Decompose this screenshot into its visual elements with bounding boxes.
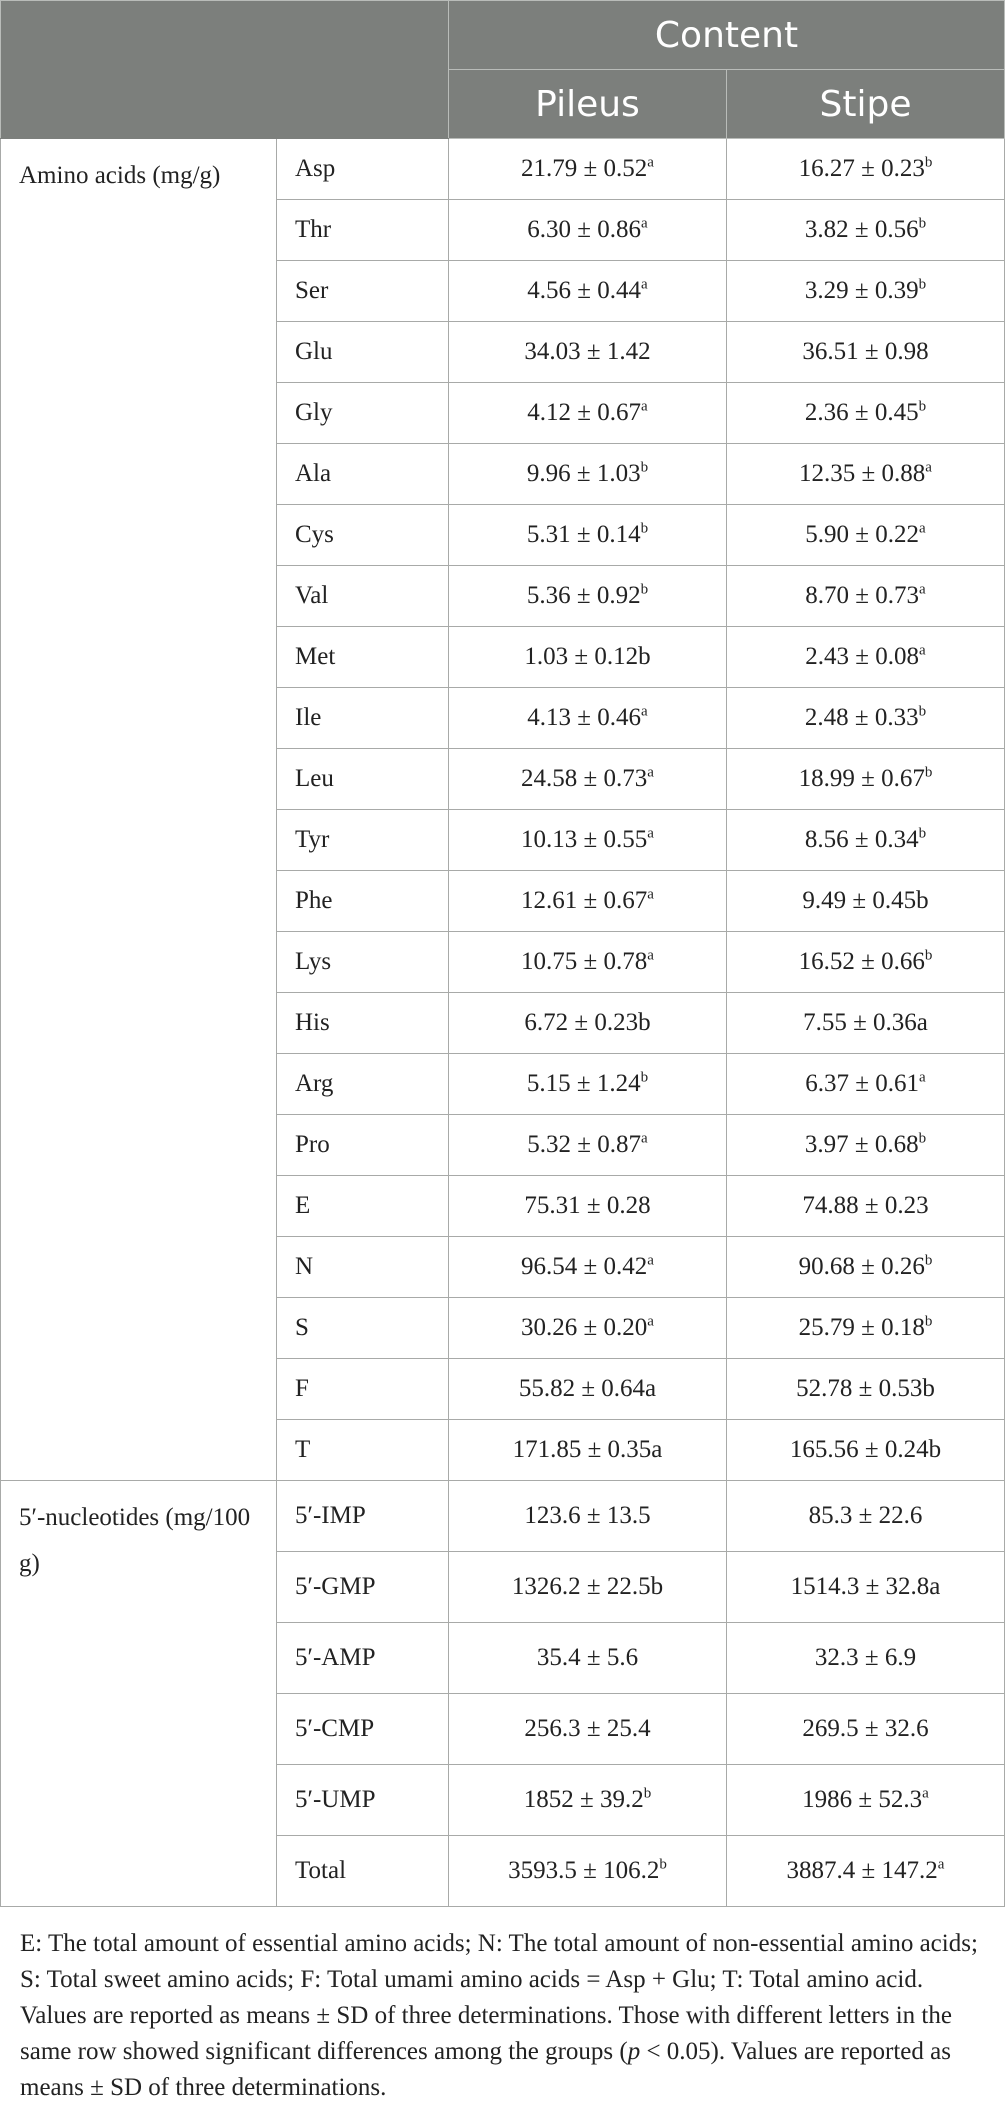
stipe-value: 9.49 ± 0.45b <box>802 887 929 914</box>
pileus-value-cell <box>449 1176 727 1237</box>
stipe-value-cell <box>727 1054 1005 1115</box>
footnote-text-2: < 0.05). Values are reported as means ± SD of three determinations. <box>20 2038 951 2101</box>
table-footnote <box>20 1926 995 2106</box>
pileus-significance-letter: b <box>640 520 649 537</box>
stipe-value-cell <box>727 566 1005 627</box>
row-label: E <box>277 1176 449 1237</box>
stipe-value: 85.3 ± 22.6 <box>808 1502 923 1529</box>
stipe-value: 3.29 ± 0.39 <box>804 277 919 304</box>
row-label: Val <box>277 566 449 627</box>
group-label: Amino acids (mg/g) <box>1 139 277 1481</box>
row-label: Gly <box>277 383 449 444</box>
pileus-value-cell <box>449 1836 727 1907</box>
pileus-value-cell <box>449 1359 727 1420</box>
stipe-significance-letter: b <box>918 398 927 415</box>
pileus-value: 5.36 ± 0.92 <box>526 582 641 609</box>
pileus-value-cell <box>449 505 727 566</box>
stipe-value-cell <box>727 688 1005 749</box>
pileus-value: 6.72 ± 0.23b <box>524 1009 651 1036</box>
row-label: Ala <box>277 444 449 505</box>
row-label: S <box>277 1298 449 1359</box>
pileus-value: 30.26 ± 0.20 <box>521 1314 648 1341</box>
pileus-value: 256.3 ± 25.4 <box>524 1715 651 1742</box>
row-label: Leu <box>277 749 449 810</box>
header-content: Content <box>449 1 1005 70</box>
stipe-value: 90.68 ± 0.26 <box>798 1253 925 1280</box>
pileus-value-cell <box>449 1623 727 1694</box>
pileus-value-cell <box>449 871 727 932</box>
pileus-value: 1326.2 ± 22.5b <box>511 1573 664 1600</box>
pileus-value: 6.30 ± 0.86 <box>527 216 642 243</box>
stipe-value-cell <box>727 200 1005 261</box>
row-label: Thr <box>277 200 449 261</box>
pileus-value-cell <box>449 749 727 810</box>
row-label: Met <box>277 627 449 688</box>
stipe-value-cell <box>727 1237 1005 1298</box>
pileus-value-cell <box>449 139 727 200</box>
row-label: Total <box>277 1836 449 1907</box>
stipe-significance-letter: b <box>918 703 927 720</box>
stipe-significance-letter: a <box>919 1069 926 1086</box>
stipe-value-cell <box>727 1623 1005 1694</box>
pileus-value: 4.56 ± 0.44 <box>527 277 642 304</box>
table-row <box>1 139 1005 200</box>
pileus-value: 4.12 ± 0.67 <box>527 399 642 426</box>
stipe-value-cell <box>727 871 1005 932</box>
stipe-value-cell <box>727 1115 1005 1176</box>
pileus-value-cell <box>449 261 727 322</box>
stipe-value: 8.56 ± 0.34 <box>804 826 919 853</box>
pileus-significance-letter: a <box>641 1130 648 1147</box>
pileus-significance-letter: a <box>647 886 654 903</box>
pileus-value: 55.82 ± 0.64a <box>518 1375 657 1402</box>
stipe-significance-letter: b <box>924 947 933 964</box>
table-row <box>1 1481 1005 1552</box>
stipe-value: 36.51 ± 0.98 <box>802 338 929 365</box>
pileus-significance-letter: b <box>640 1069 649 1086</box>
pileus-significance-letter: a <box>641 703 648 720</box>
pileus-value-cell <box>449 993 727 1054</box>
stipe-value: 3887.4 ± 147.2 <box>786 1857 938 1884</box>
header-blank-cell <box>1 1 449 139</box>
pileus-value-cell <box>449 383 727 444</box>
row-label: 5′-CMP <box>277 1694 449 1765</box>
stipe-value-cell <box>727 1481 1005 1552</box>
pileus-value-cell <box>449 810 727 871</box>
pileus-significance-letter: a <box>647 947 654 964</box>
stipe-significance-letter: b <box>918 215 927 232</box>
stipe-value: 12.35 ± 0.88 <box>799 460 926 487</box>
row-label: Glu <box>277 322 449 383</box>
pileus-significance-letter: a <box>647 1252 654 1269</box>
stipe-value-cell <box>727 505 1005 566</box>
stipe-value-cell <box>727 139 1005 200</box>
stipe-significance-letter: a <box>925 459 932 476</box>
pileus-value: 4.13 ± 0.46 <box>527 704 642 731</box>
stipe-value-cell <box>727 1359 1005 1420</box>
stipe-value: 5.90 ± 0.22 <box>805 521 920 548</box>
row-label: F <box>277 1359 449 1420</box>
pileus-significance-letter: a <box>641 215 648 232</box>
row-label: Cys <box>277 505 449 566</box>
row-label: N <box>277 1237 449 1298</box>
pileus-significance-letter: a <box>647 1313 654 1330</box>
pileus-value-cell <box>449 1420 727 1481</box>
stipe-value: 16.27 ± 0.23 <box>798 155 925 182</box>
stipe-value: 16.52 ± 0.66 <box>798 948 925 975</box>
pileus-significance-letter: b <box>640 581 649 598</box>
stipe-significance-letter: a <box>922 1785 929 1802</box>
row-label: Phe <box>277 871 449 932</box>
pileus-value: 171.85 ± 0.35a <box>512 1436 663 1463</box>
stipe-value: 269.5 ± 32.6 <box>802 1715 929 1742</box>
pileus-value-cell <box>449 1694 727 1765</box>
header-row-1 <box>1 1 1005 70</box>
pileus-value-cell <box>449 1115 727 1176</box>
row-label: His <box>277 993 449 1054</box>
stipe-significance-letter: b <box>918 825 927 842</box>
pileus-value: 96.54 ± 0.42 <box>521 1253 648 1280</box>
header-pileus: Pileus <box>449 70 727 139</box>
row-label: Arg <box>277 1054 449 1115</box>
pileus-value-cell <box>449 566 727 627</box>
pileus-value: 1.03 ± 0.12b <box>524 643 651 670</box>
pileus-value-cell <box>449 200 727 261</box>
stipe-significance-letter: b <box>924 1252 933 1269</box>
stipe-value: 3.82 ± 0.56 <box>804 216 919 243</box>
pileus-significance-letter: a <box>641 398 648 415</box>
stipe-significance-letter: b <box>918 1130 927 1147</box>
stipe-significance-letter: a <box>919 520 926 537</box>
pileus-value: 75.31 ± 0.28 <box>524 1192 651 1219</box>
stipe-value-cell <box>727 993 1005 1054</box>
stipe-value: 52.78 ± 0.53b <box>796 1375 935 1402</box>
stipe-value-cell <box>727 810 1005 871</box>
pileus-value-cell <box>449 444 727 505</box>
row-label: Asp <box>277 139 449 200</box>
pileus-value: 1852 ± 39.2 <box>523 1786 644 1813</box>
stipe-significance-letter: b <box>918 276 927 293</box>
stipe-value-cell <box>727 1836 1005 1907</box>
stipe-value-cell <box>727 627 1005 688</box>
stipe-value: 8.70 ± 0.73 <box>805 582 920 609</box>
pileus-value-cell <box>449 1298 727 1359</box>
stipe-value: 1514.3 ± 32.8a <box>790 1573 941 1600</box>
pileus-value: 5.31 ± 0.14 <box>526 521 641 548</box>
row-label: Lys <box>277 932 449 993</box>
pileus-value-cell <box>449 1481 727 1552</box>
stipe-value: 165.56 ± 0.24b <box>789 1436 942 1463</box>
stipe-significance-letter: b <box>924 1313 933 1330</box>
row-label: 5′-GMP <box>277 1552 449 1623</box>
stipe-significance-letter: a <box>919 642 926 659</box>
pileus-significance-letter: a <box>647 154 654 171</box>
pileus-value-cell <box>449 688 727 749</box>
footnote-text-1: E: The total amount of essential amino acids; N: The total amount of non-essential amino acids; S: Total sweet amino acids; F: Total umami amino acids = Asp + Glu; T: Total amino acid. Values are reported as means ± SD of three determinations. Those with different letters in the same row showed significant differences among the groups ( <box>20 1930 978 2065</box>
header-stipe: Stipe <box>727 70 1005 139</box>
stipe-value-cell <box>727 444 1005 505</box>
pileus-value-cell <box>449 1552 727 1623</box>
stipe-value-cell <box>727 749 1005 810</box>
stipe-value-cell <box>727 1765 1005 1836</box>
stipe-significance-letter: b <box>924 764 933 781</box>
footnote-p-symbol: p <box>627 2038 641 2065</box>
stipe-significance-letter: b <box>924 154 933 171</box>
pileus-value: 12.61 ± 0.67 <box>521 887 648 914</box>
row-label: 5′-AMP <box>277 1623 449 1694</box>
stipe-value: 2.48 ± 0.33 <box>804 704 919 731</box>
row-label: Tyr <box>277 810 449 871</box>
pileus-value: 5.15 ± 1.24 <box>526 1070 641 1097</box>
stipe-value: 32.3 ± 6.9 <box>814 1644 917 1671</box>
pileus-value: 123.6 ± 13.5 <box>524 1502 651 1529</box>
stipe-value: 74.88 ± 0.23 <box>802 1192 929 1219</box>
stipe-value: 7.55 ± 0.36a <box>803 1009 928 1036</box>
stipe-value-cell <box>727 1420 1005 1481</box>
row-label: 5′-UMP <box>277 1765 449 1836</box>
stipe-value-cell <box>727 322 1005 383</box>
pileus-value-cell <box>449 1054 727 1115</box>
pileus-significance-letter: a <box>647 825 654 842</box>
stipe-value-cell <box>727 383 1005 444</box>
pileus-value-cell <box>449 322 727 383</box>
stipe-value-cell <box>727 1176 1005 1237</box>
pileus-value: 10.75 ± 0.78 <box>521 948 648 975</box>
pileus-significance-letter: b <box>643 1785 652 1802</box>
pileus-value: 24.58 ± 0.73 <box>521 765 648 792</box>
row-label: Ser <box>277 261 449 322</box>
group-label: 5′-nucleotides (mg/100 g) <box>1 1481 277 1907</box>
pileus-value: 10.13 ± 0.55 <box>521 826 648 853</box>
pileus-value: 34.03 ± 1.42 <box>524 338 651 365</box>
row-label: 5′-IMP <box>277 1481 449 1552</box>
pileus-value: 5.32 ± 0.87 <box>527 1131 642 1158</box>
pileus-value-cell <box>449 1765 727 1836</box>
row-label: Ile <box>277 688 449 749</box>
stipe-significance-letter: a <box>937 1856 945 1873</box>
stipe-value-cell <box>727 1298 1005 1359</box>
stipe-value: 1986 ± 52.3 <box>802 1786 923 1813</box>
stipe-value-cell <box>727 261 1005 322</box>
stipe-value-cell <box>727 1694 1005 1765</box>
pileus-value-cell <box>449 627 727 688</box>
stipe-value: 6.37 ± 0.61 <box>805 1070 920 1097</box>
pileus-significance-letter: a <box>647 764 654 781</box>
stipe-value-cell <box>727 932 1005 993</box>
pileus-value-cell <box>449 932 727 993</box>
pileus-value-cell <box>449 1237 727 1298</box>
stipe-value: 18.99 ± 0.67 <box>798 765 925 792</box>
stipe-value: 3.97 ± 0.68 <box>804 1131 919 1158</box>
pileus-significance-letter: b <box>659 1856 667 1873</box>
stipe-value: 25.79 ± 0.18 <box>798 1314 925 1341</box>
stipe-significance-letter: a <box>919 581 926 598</box>
pileus-value: 3593.5 ± 106.2 <box>508 1857 660 1884</box>
pileus-value: 35.4 ± 5.6 <box>536 1644 639 1671</box>
pileus-significance-letter: b <box>640 459 649 476</box>
row-label: Pro <box>277 1115 449 1176</box>
stipe-value: 2.43 ± 0.08 <box>805 643 920 670</box>
pileus-significance-letter: a <box>641 276 648 293</box>
pileus-value: 9.96 ± 1.03 <box>526 460 641 487</box>
stipe-value-cell <box>727 1552 1005 1623</box>
table-body <box>1 139 1005 1907</box>
pileus-value: 21.79 ± 0.52 <box>521 155 648 182</box>
stipe-value: 2.36 ± 0.45 <box>804 399 919 426</box>
row-label: T <box>277 1420 449 1481</box>
